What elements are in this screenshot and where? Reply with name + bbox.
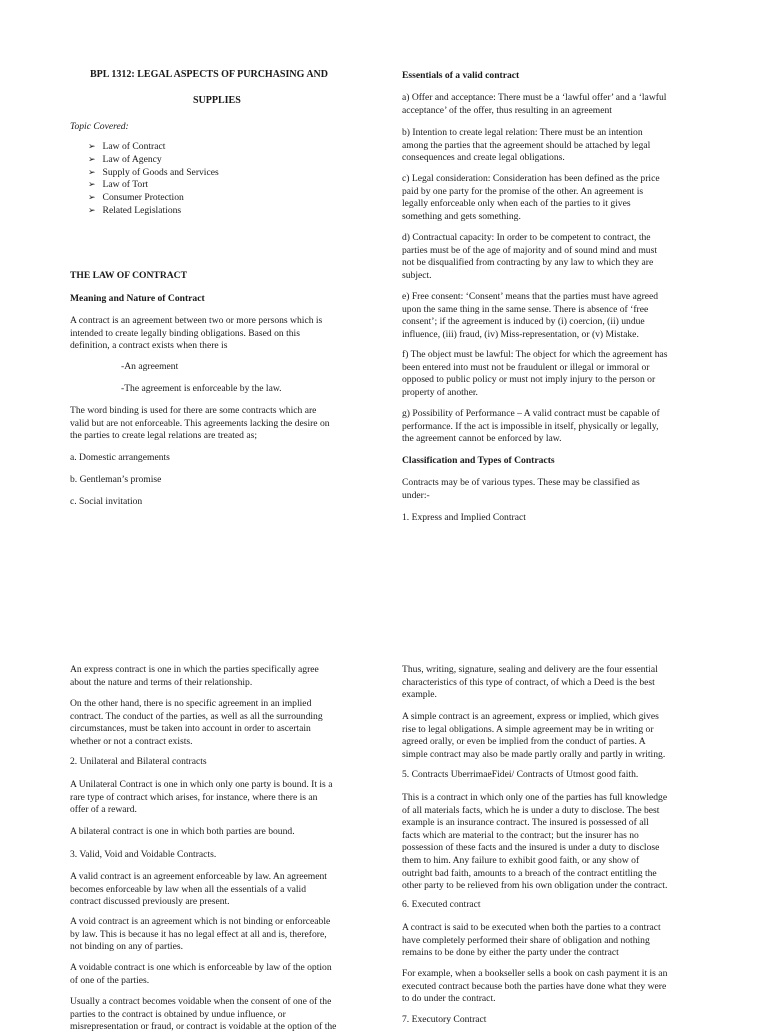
paragraph: A voidable contract is one which is enforceable by law of the option of one of the parties.	[70, 962, 332, 986]
paragraph: A contract is an agreement between two or more persons which is intended to create legally binding obligations. Based on this definition, a contract exists when there is	[70, 315, 323, 352]
list-item: ➢ Related Legislations	[88, 205, 219, 218]
document-title-line1: BPL 1312: LEGAL ASPECTS OF PURCHASING AND	[90, 69, 329, 80]
list-item: a. Domestic arrangements	[70, 452, 170, 463]
paragraph: Thus, writing, signature, sealing and delivery are the four essential characteristics of this type of contract, of which a Deed is the best example.	[402, 664, 658, 701]
topic-label: Topic Covered:	[70, 121, 129, 132]
subheading: Meaning and Nature of Contract	[70, 293, 205, 304]
topic-list	[88, 141, 219, 218]
paragraph: A valid contract is an agreement enforceable by law. An agreement becomes enforceable by law when all the essentials of a valid contract discussed previously are present.	[70, 871, 327, 908]
paragraph: A simple contract is an agreement, express or implied, which gives rise to legal obligations. A simple agreement may be in writing or agreed orally, or even be implied from the conduct of parties. A simple contract may also be made partly orally and partly in writing.	[402, 711, 666, 760]
paragraph: This is a contract in which only one of the parties has full knowledge of all materials facts, which he is under a duty to disclose. The best example is an insurance contract. The insured is possessed of all facts which are material to the contract; but the insurer has no possession of these facts and the insured is under a duty to disclose them to him. Any failure to exhibit good faith, or any show of outright bad faith, amounts to a breach of the contract entitling the other party to be relieved from his own obligation under the contract.	[402, 792, 668, 892]
paragraph: The word binding is used for there are some contracts which are valid but are not enforceable. This agreements lacking the desire on the parties to create legal relations are treated as;	[70, 405, 330, 442]
document-title-line2: SUPPLIES	[193, 95, 241, 106]
list-item: ➢ Law of Contract	[88, 141, 219, 154]
section-heading: Classification and Types of Contracts	[402, 455, 555, 466]
paragraph: f) The object must be lawful: The object for which the agreement has been entered into must not be fraudulent or illegal or immoral or opposed to public policy or must not imply injury to the person or property of another.	[402, 349, 668, 398]
list-item: c. Social invitation	[70, 496, 143, 507]
paragraph: d) Contractual capacity: In order to be competent to contract, the parties must be of the age of majority and of sound mind and must not be disqualified from contracting by any law to which they are subject.	[402, 232, 657, 281]
paragraph: 7. Executory Contract	[402, 1014, 487, 1025]
paragraph: b) Intention to create legal relation: There must be an intention among the parties that the agreement should be attached by legal consequences and create legal obligations.	[402, 127, 651, 164]
paragraph: a) Offer and acceptance: There must be a ‘lawful offer’ and a ‘lawful acceptance’ of the offer, thus resulting in an agreement	[402, 92, 667, 116]
paragraph: On the other hand, there is no specific agreement in an implied contract. The conduct of the parties, as well as all the surrounding circumstances, must be taken into account in order to ascertain whether or not a contract exists.	[70, 698, 323, 747]
paragraph: A bilateral contract is one in which both parties are bound.	[70, 826, 295, 837]
paragraph: 6. Executed contract	[402, 899, 481, 910]
paragraph: Contracts may be of various types. These may be classified as under:-	[402, 477, 640, 501]
paragraph: 5. Contracts UberrimaeFidei/ Contracts of Utmost good faith.	[402, 769, 639, 780]
list-item: ➢ Law of Agency	[88, 154, 219, 167]
paragraph: A contract is said to be executed when both the parties to a contract have completely performed their share of obligation and nothing remains to be done by either the party under the contract	[402, 922, 661, 959]
paragraph: A void contract is an agreement which is not binding or enforceable by law. This is because it has no legal effect at all and is, therefore, not binding on any of parties.	[70, 916, 331, 953]
paragraph: Usually a contract becomes voidable when the consent of one of the parties to the contract is obtained by undue influence, or misrepresentation or fraud, or contract is voidable at the option of the	[70, 996, 337, 1033]
paragraph: A Unilateral Contract is one in which only one party is bound. It is a rare type of contract which arises, for instance, where there is an offer of a reward.	[70, 779, 333, 816]
paragraph: e) Free consent: ‘Consent’ means that the parties must have agreed upon the same thing in the same sense. There is absence of ‘free consent’; if the agreement is induced by (i) coercion, (ii) undue influence, (iii) fraud, (iv) Miss-representation, or (v) Mistake.	[402, 291, 659, 340]
list-item: ➢ Supply of Goods and Services	[88, 167, 219, 180]
paragraph: For example, when a bookseller sells a book on cash payment it is an executed contract because both the parties have done what they were to do under the contract.	[402, 968, 668, 1005]
section-heading: Essentials of a valid contract	[402, 70, 520, 81]
section-heading: THE LAW OF CONTRACT	[70, 270, 188, 281]
paragraph: c) Legal consideration: Consideration has been defined as the price paid by one party for the promise of the other. An agreement is legally enforceable only when each of the parties to it gives something and gets something.	[402, 173, 660, 222]
list-item: -The agreement is enforceable by the law.	[121, 383, 282, 394]
list-item: b. Gentleman’s promise	[70, 474, 162, 485]
list-item: 1. Express and Implied Contract	[402, 512, 526, 523]
paragraph: g) Possibility of Performance – A valid contract must be capable of performance. If the act is impossible in itself, physically or legally, the agreement cannot be enforced by law.	[402, 408, 660, 445]
list-item: ➢ Law of Tort	[88, 179, 219, 192]
list-item: -An agreement	[121, 361, 179, 372]
paragraph: 2. Unilateral and Bilateral contracts	[70, 756, 207, 767]
paragraph: 3. Valid, Void and Voidable Contracts.	[70, 849, 217, 860]
paragraph: An express contract is one in which the parties specifically agree about the nature and terms of their relationship.	[70, 664, 319, 688]
list-item: ➢ Consumer Protection	[88, 192, 219, 205]
